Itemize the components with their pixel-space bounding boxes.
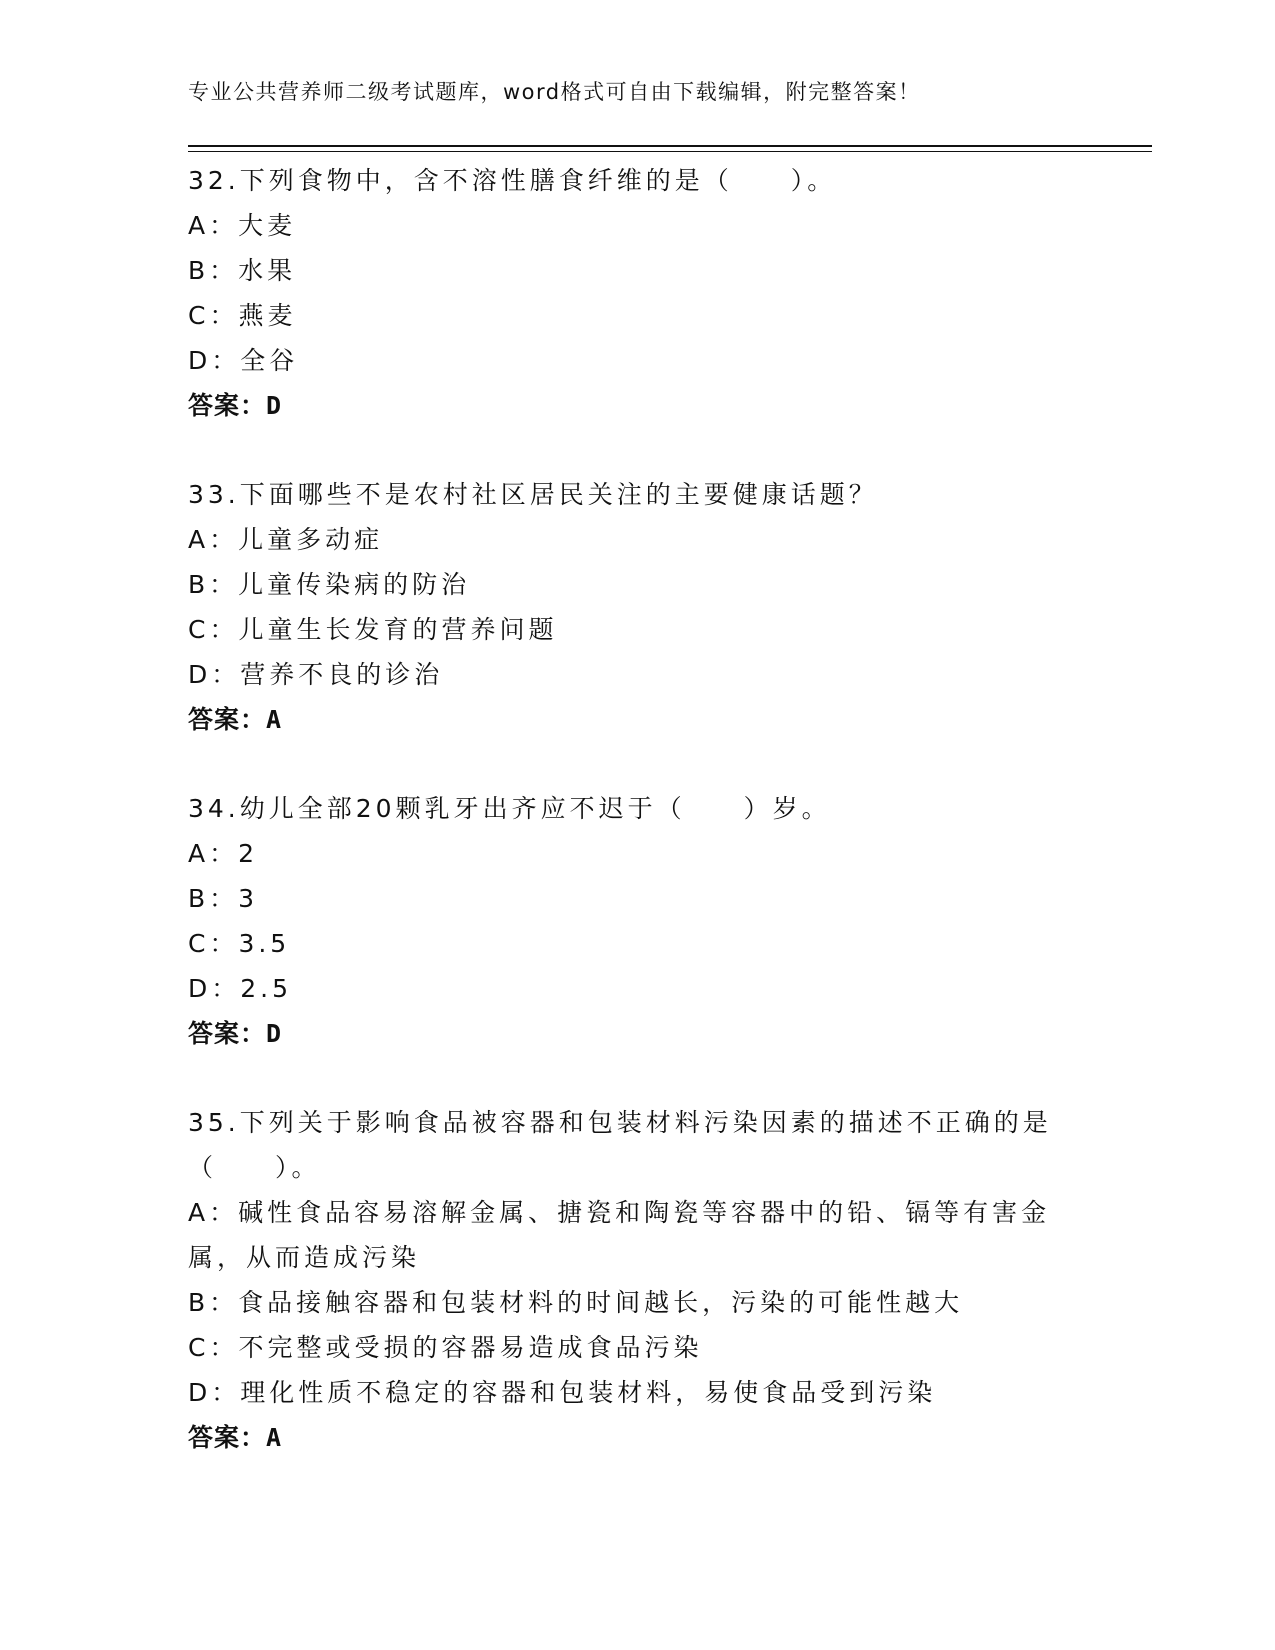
option-b: B：食品接触容器和包装材料的时间越长，污染的可能性越大 — [188, 1288, 964, 1317]
option-b: B：儿童传染病的防治 — [188, 570, 471, 599]
option-d: D：全谷 — [188, 346, 299, 375]
option-d: D：2.5 — [188, 974, 293, 1003]
answer-value: D — [266, 1019, 283, 1048]
question-list — [188, 158, 1088, 1504]
question-32 — [188, 158, 1088, 428]
document-header: 专业公共营养师二级考试题库，word格式可自由下载编辑，附完整答案！ — [188, 80, 921, 104]
answer-line — [188, 1011, 1088, 1056]
answer-label: 答案： — [188, 1019, 267, 1048]
answer-label: 答案： — [188, 705, 267, 734]
answer-value: A — [266, 1423, 283, 1452]
option-a: A：碱性食品容易溶解金属、搪瓷和陶瓷等容器中的铅、镉等有害金属，从而造成污染 — [188, 1198, 1051, 1272]
option-c: C：儿童生长发育的营养问题 — [188, 615, 558, 644]
answer-value: A — [266, 705, 283, 734]
answer-line — [188, 1415, 1088, 1460]
option-b: B：3 — [188, 884, 259, 913]
question-33 — [188, 472, 1088, 742]
answer-label: 答案： — [188, 391, 267, 420]
option-c: C：不完整或受损的容器易造成食品污染 — [188, 1333, 703, 1362]
header-rule-thick — [188, 145, 1152, 147]
option-a: A：大麦 — [188, 211, 297, 240]
question-stem: 33.下面哪些不是农村社区居民关注的主要健康话题？ — [188, 480, 878, 509]
option-a: A：儿童多动症 — [188, 525, 384, 554]
question-stem: 35.下列关于影响食品被容器和包装材料污染因素的描述不正确的是（ ）。 — [188, 1108, 1052, 1182]
question-34 — [188, 786, 1088, 1056]
option-a: A：2 — [188, 839, 259, 868]
option-d: D：营养不良的诊治 — [188, 660, 444, 689]
answer-value: D — [266, 391, 283, 420]
header-rule-thin — [188, 151, 1152, 152]
answer-line — [188, 697, 1088, 742]
question-stem: 32.下列食物中，含不溶性膳食纤维的是（ ）。 — [188, 166, 837, 195]
option-c: C：3.5 — [188, 929, 291, 958]
option-d: D：理化性质不稳定的容器和包装材料，易使食品受到污染 — [188, 1378, 937, 1407]
option-c: C：燕麦 — [188, 301, 297, 330]
answer-line — [188, 383, 1088, 428]
question-stem: 34.幼儿全部20颗乳牙出齐应不迟于（ ）岁。 — [188, 794, 831, 823]
option-b: B：水果 — [188, 256, 297, 285]
question-35 — [188, 1100, 1088, 1460]
answer-label: 答案： — [188, 1423, 267, 1452]
